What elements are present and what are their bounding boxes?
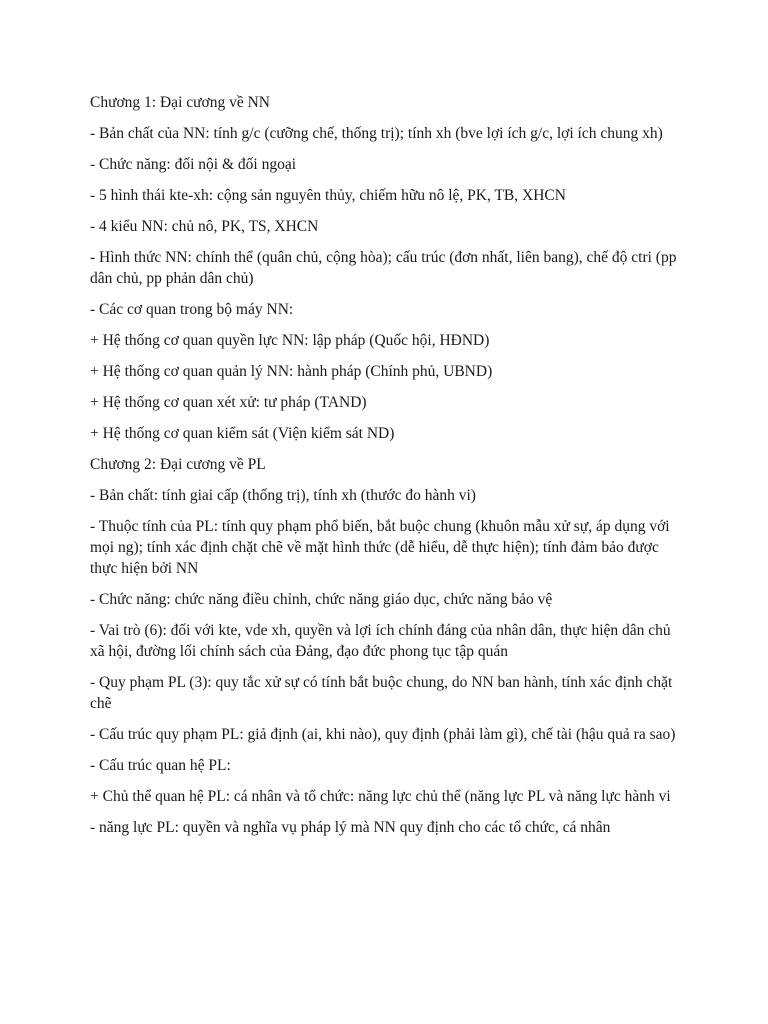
paragraph-legislative-system: + Hệ thống cơ quan quyền lực NN: lập pháp (Quốc hội, HĐND) (90, 332, 490, 349)
paragraph-norm-structure: - Cấu trúc quy phạm PL: giả định (ai, khi nào), quy định (phải làm gì), chế tài (hậu quả ra sao) (90, 726, 676, 743)
paragraph-procuracy-system: + Hệ thống cơ quan kiểm sát (Viện kiểm sát ND) (90, 425, 395, 442)
paragraph-legal-relation-subjects: + Chủ thể quan hệ PL: cá nhân và tổ chức: năng lực chủ thể (năng lực PL và năng lực hành vi (90, 788, 671, 805)
paragraph-nature-of-law: - Bản chất: tính giai cấp (thống trị), tính xh (thước đo hành vi) (90, 487, 476, 504)
paragraph-legal-relation-structure: - Cấu trúc quan hệ PL: (90, 757, 231, 774)
paragraph-executive-system: + Hệ thống cơ quan quản lý NN: hành pháp (Chính phủ, UBND) (90, 363, 493, 380)
paragraph-state-types: - 4 kiểu NN: chủ nô, PK, TS, XHCN (90, 218, 319, 235)
paragraph-law-attributes: - Thuộc tính của PL: tính quy phạm phổ biến, bắt buộc chung (khuôn mẫu xử sự, áp dụng với mọi ng); tính xác định chặt chẽ về mặt hình thức (dễ hiểu, dễ thực hiện); tính đảm bảo được thực hiện bởi NN (90, 518, 670, 577)
paragraph-socioeconomic-forms: - 5 hình thái kte-xh: cộng sản nguyên thủy, chiếm hữu nô lệ, PK, TB, XHCN (90, 187, 566, 204)
paragraph-legal-norms: - Quy phạm PL (3): quy tắc xử sự có tính bắt buộc chung, do NN ban hành, tính xác định chặt chẽ (90, 674, 673, 712)
paragraph-state-apparatus: - Các cơ quan trong bộ máy NN: (90, 301, 294, 318)
paragraph-law-functions: - Chức năng: chức năng điều chỉnh, chức năng giáo dục, chức năng bảo vệ (90, 591, 553, 608)
chapter-1-heading: Chương 1: Đại cương về NN (90, 94, 270, 111)
paragraph-state-functions: - Chức năng: đối nội & đối ngoại (90, 156, 297, 173)
document-page (90, 92, 680, 848)
paragraph-state-form: - Hình thức NN: chính thể (quân chủ, cộng hòa); cấu trúc (đơn nhất, liên bang), chế độ ctri (pp dân chủ, pp phản dân chủ) (90, 249, 677, 287)
paragraph-law-roles: - Vai trò (6): đối với kte, vde xh, quyền và lợi ích chính đáng của nhân dân, thực hiện dân chủ xã hội, đường lối chính sách của Đảng, đạo đức phong tục tập quán (90, 622, 671, 660)
paragraph-legal-capacity: - năng lực PL: quyền và nghĩa vụ pháp lý mà NN quy định cho các tổ chức, cá nhân (90, 819, 611, 836)
paragraph-judicial-system: + Hệ thống cơ quan xét xử: tư pháp (TAND) (90, 394, 367, 411)
chapter-2-heading: Chương 2: Đại cương về PL (90, 456, 266, 473)
paragraph-nature-of-state: - Bản chất của NN: tính g/c (cưỡng chế, thống trị); tính xh (bve lợi ích g/c, lợi ích chung xh) (90, 125, 663, 142)
